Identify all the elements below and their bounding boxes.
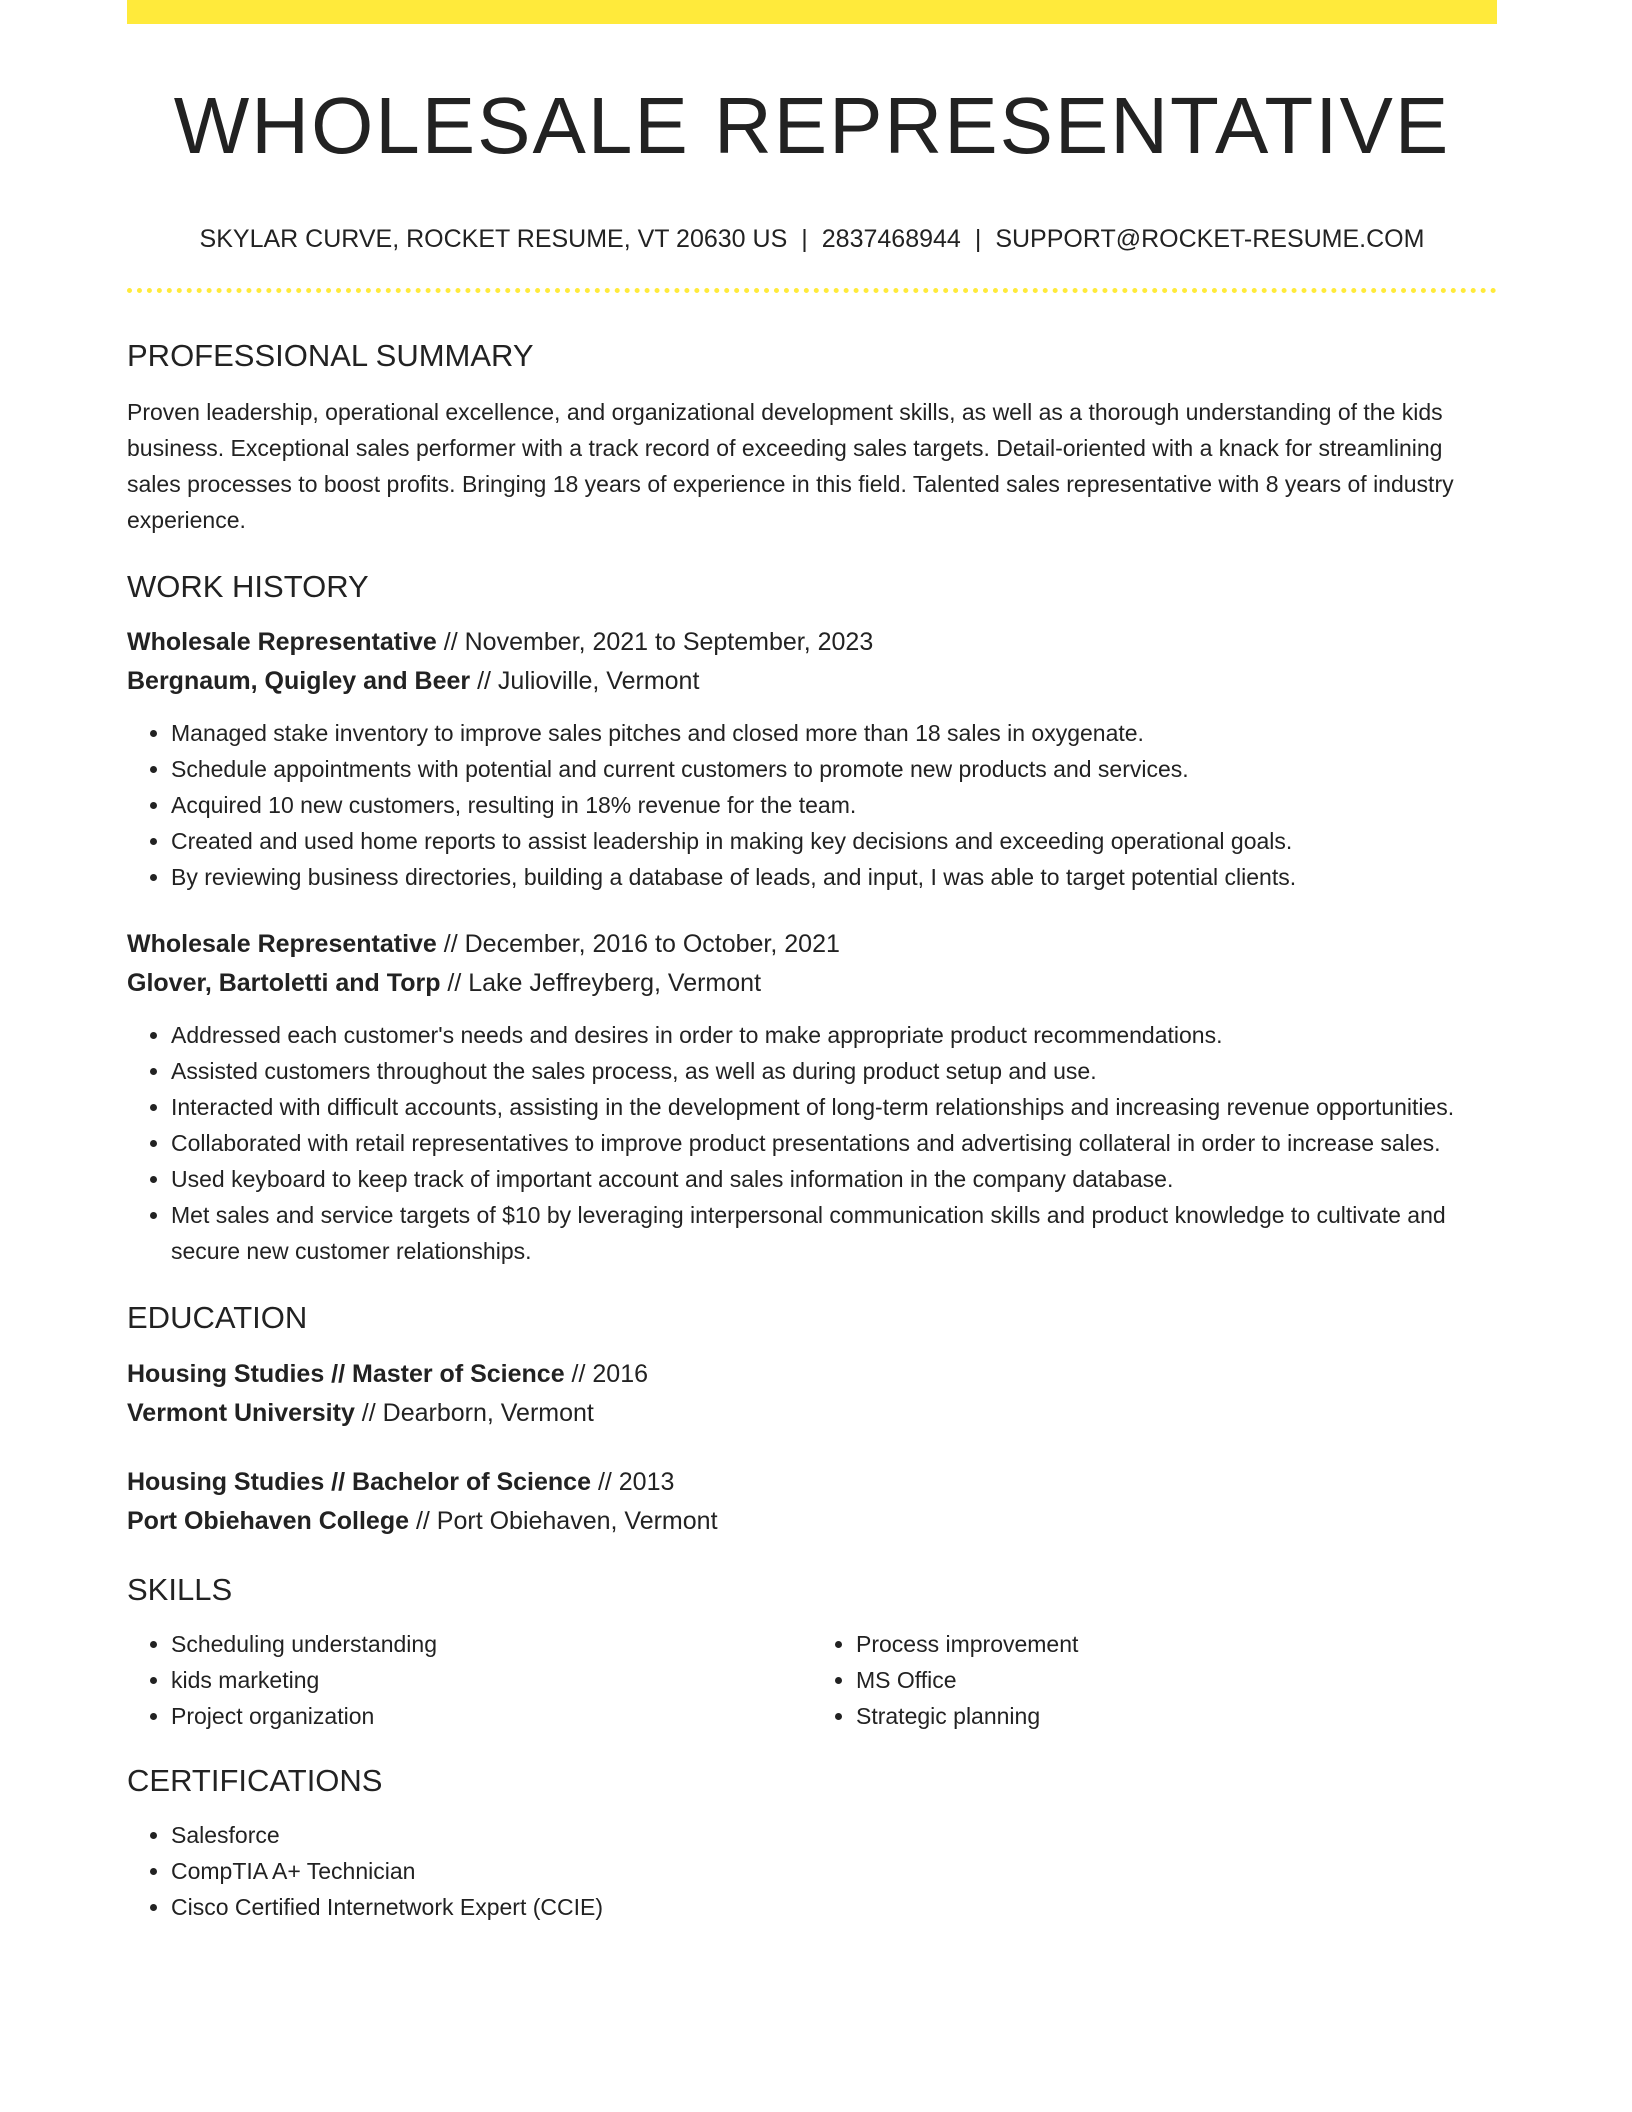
job-location: // Julioville, Vermont bbox=[470, 667, 700, 696]
list-item: • Acquired 10 new customers, resulting in 18% revenue for the team. bbox=[171, 787, 1497, 823]
job-company: Bergnaum, Quigley and Beer bbox=[127, 667, 471, 696]
list-item: • Created and used home reports to assist leadership in making key decisions and exceeding operational goals. bbox=[171, 823, 1497, 859]
skill-item: • Process improvement bbox=[856, 1626, 1497, 1662]
skill-item: • kids marketing bbox=[171, 1662, 812, 1698]
resume-page bbox=[127, 0, 1497, 1925]
degree-line bbox=[127, 1355, 1497, 1394]
list-item: • Addressed each customer's needs and desires in order to make appropriate product recommendations. bbox=[171, 1017, 1497, 1053]
job-title-line bbox=[127, 623, 1497, 662]
summary-text: Proven leadership, operational excellence, and organizational development skills, as well as a thorough understanding of the kids business. Exceptional sales performer with a track record of exceeding sales targets. Detail-oriented with a knack for streamlining sales processes to boost profits. Bringing 18 years of experience in this field. Talented sales representative with 8 years of industry experience. bbox=[127, 399, 1454, 534]
skill-item: • Strategic planning bbox=[856, 1698, 1497, 1734]
job-location: // Lake Jeffreyberg, Vermont bbox=[440, 969, 762, 998]
degree: Housing Studies // Master of Science bbox=[127, 1359, 565, 1388]
job-title: Wholesale Representative bbox=[127, 930, 437, 959]
list-item: • By reviewing business directories, building a database of leads, and input, I was able to target potential clients. bbox=[171, 859, 1497, 895]
certifications-list bbox=[127, 1817, 1497, 1925]
job-company: Glover, Bartoletti and Torp bbox=[127, 969, 441, 998]
summary-heading: PROFESSIONAL SUMMARY bbox=[127, 338, 534, 373]
skills-column-left bbox=[127, 1626, 812, 1734]
job-dates: // November, 2021 to September, 2023 bbox=[436, 628, 874, 657]
top-accent-bar bbox=[127, 0, 1497, 24]
contact-separator: | bbox=[974, 225, 982, 253]
certification-item: • Cisco Certified Internetwork Expert (CCIE) bbox=[171, 1889, 1497, 1925]
contact-email: SUPPORT@ROCKET-RESUME.COM bbox=[995, 225, 1425, 253]
degree: Housing Studies // Bachelor of Science bbox=[127, 1467, 591, 1496]
list-item: • Interacted with difficult accounts, assisting in the development of long-term relationships and increasing revenue opportunities. bbox=[171, 1089, 1497, 1125]
skill-item: • Scheduling understanding bbox=[171, 1626, 812, 1662]
school-line bbox=[127, 1502, 1497, 1541]
school-location: // Port Obiehaven, Vermont bbox=[409, 1506, 718, 1535]
skills-heading: SKILLS bbox=[127, 1571, 233, 1607]
job-company-line bbox=[127, 662, 1497, 701]
degree-line bbox=[127, 1463, 1497, 1502]
job-company-line bbox=[127, 964, 1497, 1003]
job-bullets bbox=[127, 1017, 1497, 1269]
job-title: Wholesale Representative bbox=[127, 628, 437, 657]
list-item: • Collaborated with retail representatives to improve product presentations and advertising collateral in order to increase sales. bbox=[171, 1125, 1497, 1161]
job-bullets bbox=[127, 715, 1497, 895]
contact-separator: | bbox=[801, 225, 808, 253]
list-item: • Assisted customers throughout the sales process, as well as during product setup and use. bbox=[171, 1053, 1497, 1089]
list-item: • Met sales and service targets of $10 by leveraging interpersonal communication skills and product knowledge to cultivate and secure new customer relationships. bbox=[171, 1197, 1497, 1269]
job-title-line bbox=[127, 925, 1497, 964]
certification-item: • CompTIA A+ Technician bbox=[171, 1853, 1497, 1889]
school-location: // Dearborn, Vermont bbox=[354, 1398, 594, 1427]
education-entry bbox=[127, 1355, 1497, 1433]
school-line bbox=[127, 1394, 1497, 1433]
job-entry bbox=[127, 925, 1497, 1269]
skill-item: • Project organization bbox=[171, 1698, 812, 1734]
job-entry bbox=[127, 623, 1497, 895]
contact-phone: 2837468944 bbox=[821, 225, 961, 253]
dotted-divider bbox=[127, 288, 1497, 293]
certification-item: • Salesforce bbox=[171, 1817, 1497, 1853]
list-item: • Managed stake inventory to improve sales pitches and closed more than 18 sales in oxygenate. bbox=[171, 715, 1497, 751]
contact-line bbox=[127, 224, 1497, 254]
list-item: • Used keyboard to keep track of important account and sales information in the company database. bbox=[171, 1161, 1497, 1197]
school: Port Obiehaven College bbox=[127, 1506, 410, 1535]
list-item: • Schedule appointments with potential and current customers to promote new products and services. bbox=[171, 751, 1497, 787]
degree-year: // 2013 bbox=[591, 1467, 675, 1496]
degree-year: // 2016 bbox=[564, 1359, 649, 1388]
education-entry bbox=[127, 1463, 1497, 1541]
work-history-heading: WORK HISTORY bbox=[127, 569, 369, 605]
resume-title: WHOLESALE REPRESENTATIVE bbox=[173, 81, 1451, 170]
school: Vermont University bbox=[127, 1398, 355, 1427]
skills-column-right bbox=[812, 1626, 1497, 1734]
skills-list bbox=[127, 1626, 1497, 1734]
certifications-heading: CERTIFICATIONS bbox=[127, 1762, 383, 1798]
job-dates: // December, 2016 to October, 2021 bbox=[436, 930, 840, 959]
education-heading: EDUCATION bbox=[127, 1300, 308, 1336]
contact-address: SKYLAR CURVE, ROCKET RESUME, VT 20630 US bbox=[199, 225, 788, 253]
skill-item: • MS Office bbox=[856, 1662, 1497, 1698]
